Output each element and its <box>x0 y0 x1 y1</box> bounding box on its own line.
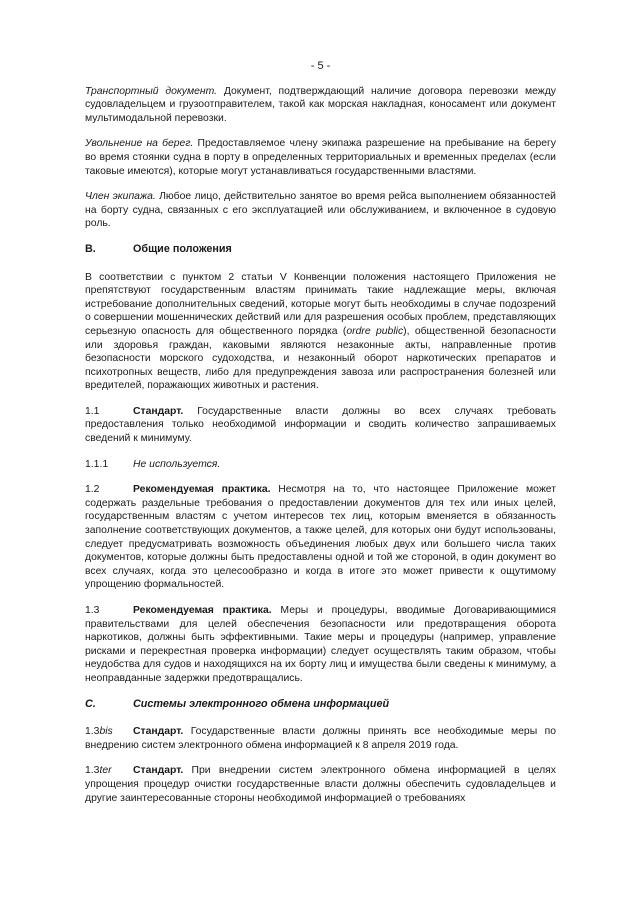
item-1-3 <box>85 604 556 686</box>
item-label: Стандарт. <box>133 726 184 738</box>
item-1-1-1 <box>85 458 556 472</box>
section-b-intro <box>85 271 556 393</box>
item-text: Государственные власти должны во всех случаях требовать предоставления только необходимой информации и сводить количество запрашиваемых сведений к минимуму. <box>85 405 556 445</box>
definition-crew-member <box>85 190 556 231</box>
item-number: 1.1.1 <box>85 458 109 470</box>
page-number: - 5 - <box>310 60 331 72</box>
item-number-base: 1.3 <box>85 726 100 738</box>
document-page <box>85 60 556 817</box>
item-number: 1.1 <box>85 405 100 417</box>
definition-term: Транспортный документ. <box>85 85 218 97</box>
section-b-heading <box>85 243 556 257</box>
item-text: Государственные власти должны принять все необходимые меры по внедрению систем электронного обмена информацией к 8 апреля 2019 года. <box>85 726 556 751</box>
item-1-1 <box>85 405 556 446</box>
item-text: Не используется. <box>133 458 221 470</box>
intro-italic-term: ordre public <box>346 325 404 337</box>
section-c-heading <box>85 698 556 712</box>
definition-text: Документ, подтверждающий наличие договора перевозки между судовладельцем и грузоотправителем, такой как морская накладная, коносамент или документ мультимодальной перевозки. <box>85 85 556 124</box>
item-number: 1.2 <box>85 484 100 496</box>
intro-text: В соответствии с пунктом 2 статьи V Конвенции положения настоящего Приложения не препятствуют государственным властям принимать такие надлежащие меры, включая истребование дополнительных сведений, которые могут быть необходимы в случае подозрений о совершении мошеннических действий или для разрешения особых проблем, представляющих серьезную опасность для общественного порядка ( <box>85 271 556 337</box>
item-label: Рекомендуемая практика. <box>133 605 272 616</box>
definition-shore-leave <box>85 137 556 178</box>
item-label: Рекомендуемая практика. <box>133 484 271 496</box>
item-1-3-bis <box>85 725 556 752</box>
section-number: C. <box>85 697 96 710</box>
item-number <box>85 725 133 739</box>
definition-text: Предоставляемое члену экипажа разрешение на пребывание на берегу во время стоянки судна в порту в определенных территориальных и временных пределах (если таковые имеются), которые могут устанавливаться государственными властями. <box>85 138 556 177</box>
definition-term: Член экипажа. <box>85 191 156 203</box>
item-label: Стандарт. <box>133 405 184 417</box>
item-label: Стандарт. <box>133 765 184 777</box>
section-title: Системы электронного обмена информацией <box>133 697 390 710</box>
section-number: B. <box>85 242 96 255</box>
item-number-suffix: bis <box>99 726 113 738</box>
section-title: Общие положения <box>133 242 232 255</box>
intro-text: ), общественной безопасности или здоровья граждан, каковыми являются незаконные акты, направленные против безопасности морского судоходства, и незаконный оборот наркотических препаратов и психотропных веществ, либо для предупреждения завоза или распространения болезней или вредителей, поражающих животных и растения. <box>85 325 556 392</box>
item-number: 1.3 <box>85 605 100 616</box>
item-number <box>85 764 133 778</box>
item-text: Несмотря на то, что настоящее Приложение может содержать раздельные требования о предоставлении документов для тех или иных целей, государственным властям с учетом интересов тех лиц, которым вменяется в обязанность заполнение соответствующих документов, а также целей, для которых они будут использованы, следует предусматривать возможность объединения любых двух или большего числа таких документов, которые должны быть предоставлены одной и той же стороной, в один документ во всех случаях, когда это целесообразно и когда в итоге это может привести к ощутимому упрощению формальностей. <box>85 484 556 591</box>
item-1-2 <box>85 483 556 592</box>
definition-term: Увольнение на берег. <box>85 138 194 150</box>
item-text: Меры и процедуры, вводимые Договаривающимися правительствами для целей обеспечения безопасности или предотвращения оборота наркотиков, должны быть эффективными. Такие меры и процедуры (например, управление рисками и перекрестная проверка информации) следует осуществлять таким образом, чтобы неудобства для судов и находящихся на их борту лиц и имущества были сведены к минимуму, а неоправданные задержки предотвращались. <box>85 605 556 684</box>
item-number-suffix: ter <box>99 765 112 777</box>
definition-transport-document <box>85 85 556 126</box>
item-text: При внедрении систем электронного обмена информацией в целях упрощения процедур очистки государственные власти должны обеспечить судовладельцев и другие заинтересованные стороны необходимой информацией о требованиях <box>85 765 556 804</box>
item-number-base: 1.3 <box>85 765 100 777</box>
definition-text: Любое лицо, действительно занятое во время рейса выполнением обязанностей на борту судна, связанных с его эксплуатацией или обслуживанием, и включенное в судовую роль. <box>85 191 556 230</box>
item-1-3-ter <box>85 764 556 805</box>
